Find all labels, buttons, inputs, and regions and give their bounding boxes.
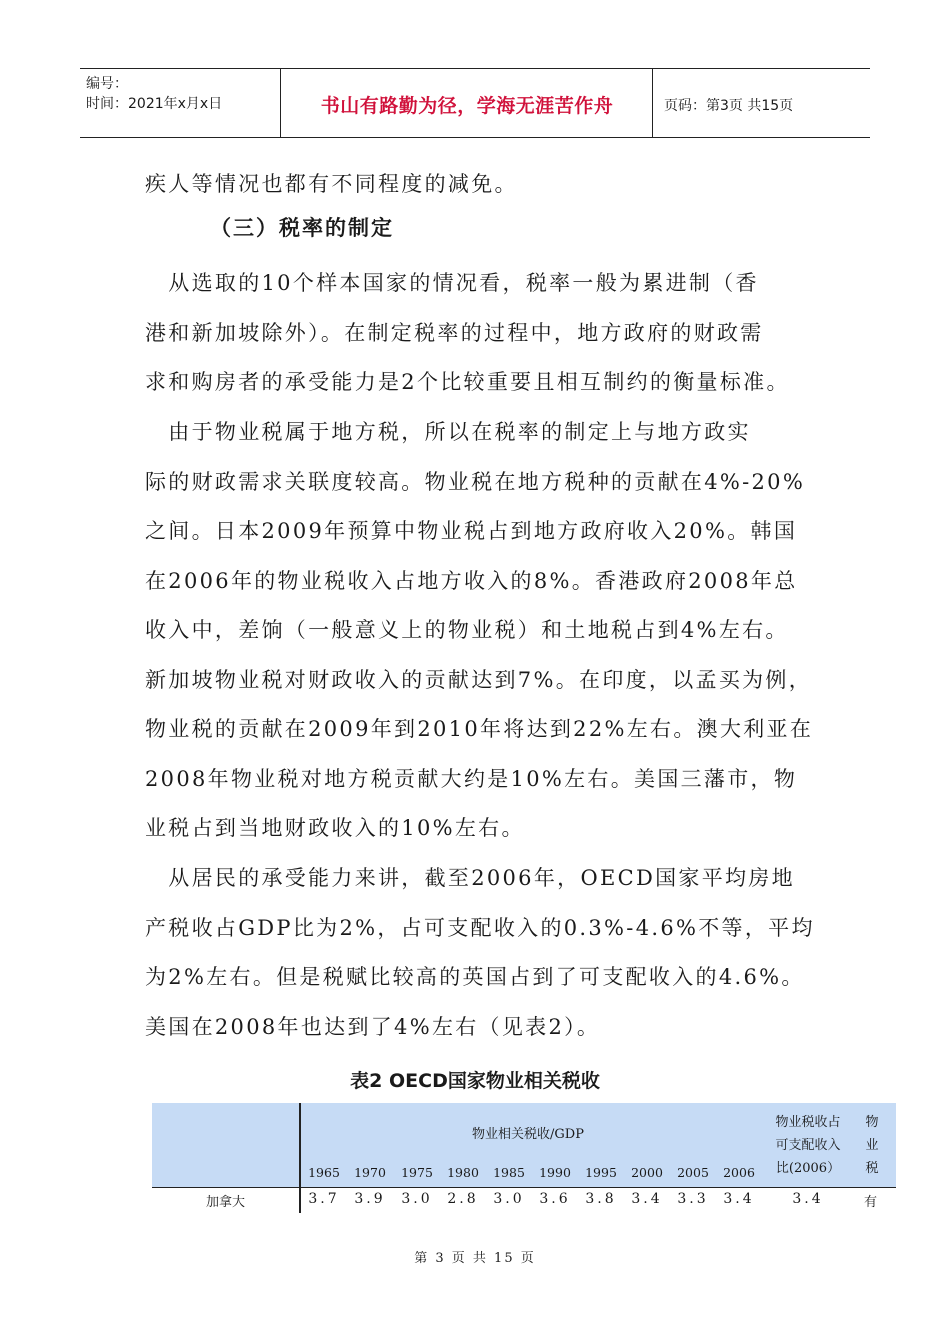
header-page-cell [654,69,870,137]
tax-header [860,1111,884,1180]
value-cell: 3.9 [354,1191,386,1207]
year-header: 1965 [308,1165,340,1180]
text-line: 之间。日本2009年预算中物业税占到地方政府收入20%。韩国 [145,519,798,543]
table-header [152,1103,896,1188]
value-cell: 3.4 [631,1191,663,1207]
year-header: 1975 [401,1165,433,1180]
text-line: 从选取的10个样本国家的情况看，税率一般为累进制（香 [145,271,759,295]
intro-line: 疾人等情况也都有不同程度的减免。 [145,172,518,196]
text-line: 由于物业税属于地方税，所以在税率的制定上与地方政实 [145,420,751,444]
text-line: 产税收占GDP比为2%，占可支配收入的0.3%-4.6%不等，平均 [145,915,815,940]
text-line: 为2%左右。但是税赋比较高的英国占到了可支配收入的4.6%。 [145,965,805,989]
table-row [152,1191,896,1213]
page-header [80,68,870,138]
header-motto: 书山有路勤为径，学海无涯苦作舟 [320,95,614,117]
value-cell: 3.0 [493,1191,525,1207]
value-cell: 3.4 [723,1191,755,1207]
ratio-header-line: 比(2006） [775,1161,841,1176]
paragraph-3 [145,854,815,1052]
year-header: 2006 [723,1165,755,1180]
tax-header-char: 业 [865,1138,879,1153]
header-meta [80,69,281,137]
value-cell: 3.3 [677,1191,709,1207]
year-header: 1985 [493,1165,525,1180]
value-cell: 3.0 [401,1191,433,1207]
header-motto-cell [282,69,653,137]
value-cell: 3.8 [585,1191,617,1207]
ratio-header-line: 可支配收入 [775,1138,841,1153]
ratio-cell: 3.4 [792,1191,824,1207]
country-cell: 加拿大 [206,1195,246,1210]
value-cell: 2.8 [447,1191,479,1207]
value-cell: 3.7 [308,1191,340,1207]
paragraph-1 [145,259,815,408]
ratio-header [770,1111,846,1180]
year-header: 2000 [631,1165,663,1180]
text-line: 新加坡物业税对财政收入的贡献达到7%。在印度，以孟买为例， [145,667,813,692]
group-header: 物业相关税收/GDP [472,1127,584,1142]
year-header: 1980 [447,1165,479,1180]
year-header: 1990 [539,1165,571,1180]
text-line: 求和购房者的承受能力是2个比较重要且相互制约的衡量标准。 [145,370,790,394]
text-line: 物业税的贡献在2009年到2010年将达到22%左右。澳大利亚在 [145,717,814,741]
text-line: 收入中，差饷（一般意义上的物业税）和土地税占到4%左右。 [145,618,789,642]
text-line: 业税占到当地财政收入的10%左右。 [145,816,525,840]
intro-paragraph [145,160,815,210]
tax-header-char: 税 [865,1161,879,1176]
document-number: 编号： [86,76,128,92]
section-title: （三）税率的制定 [210,216,394,240]
paragraph-2 [145,408,815,854]
year-header: 2005 [677,1165,709,1180]
text-line: 在2006年的物业税收入占地方收入的8%。香港政府2008年总 [145,568,798,593]
year-header: 1995 [585,1165,617,1180]
document-date: 时间：2021年x月x日 [86,96,223,112]
text-line: 际的财政需求关联度较高。物业税在地方税种的贡献在4%-20% [145,469,806,494]
text-line: 美国在2008年也达到了4%左右（见表2）。 [145,1014,601,1039]
text-line: 2008年物业税对地方税贡献大约是10%左右。美国三藩市，物 [145,766,798,791]
header-page-number: 页码：第3页 共15页 [664,98,794,114]
text-line: 港和新加坡除外）。在制定税率的过程中，地方政府的财政需 [145,320,764,345]
table-title: 表2 OECD国家物业相关税收 [350,1070,600,1092]
ratio-header-line: 物业税收占 [775,1115,841,1130]
value-cell: 3.6 [539,1191,571,1207]
text-line: 从居民的承受能力来讲，截至2006年，OECD国家平均房地 [145,866,795,890]
tax-cell: 有 [864,1195,878,1210]
year-header: 1970 [354,1165,386,1180]
page-footer: 第 3 页 共 15 页 [414,1251,536,1266]
tax-header-char: 物 [865,1115,879,1130]
